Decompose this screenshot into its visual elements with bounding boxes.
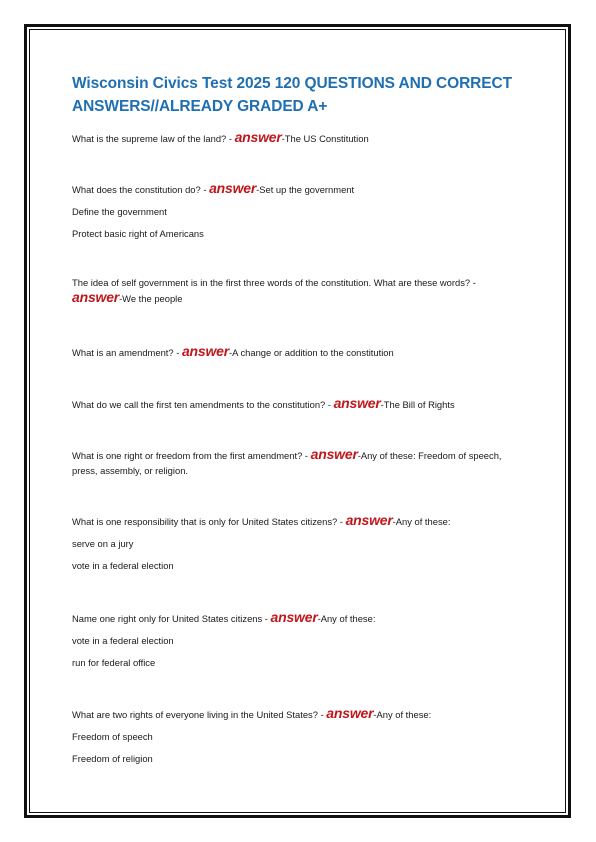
- qa-item-7: [72, 513, 517, 573]
- qa-item-2: [72, 181, 517, 241]
- question-label: What is one right or freedom from the first amendment? -: [72, 450, 311, 461]
- answer-extra-line: vote in a federal election: [72, 560, 174, 571]
- answer-text: -We the people: [119, 293, 183, 304]
- answer-extra-line: serve on a jury: [72, 538, 134, 549]
- answer-label: answer: [72, 289, 120, 305]
- answer-text: -Set up the government: [256, 184, 355, 195]
- answer-extra-line: Define the government: [72, 206, 167, 217]
- answer-text: -Any of these:: [373, 709, 432, 720]
- qa-item-5: [72, 396, 517, 412]
- answer-text: -Any of these: Freedom of speech, press, assembly, or religion.: [72, 450, 502, 476]
- qa-item-6: [72, 447, 517, 478]
- document-body: [72, 72, 517, 764]
- question-text: [72, 706, 517, 722]
- answer-label: answer: [326, 705, 374, 721]
- question-label: What does the constitution do? -: [72, 184, 210, 195]
- answer-label: answer: [333, 395, 381, 411]
- qa-item-4: [72, 344, 517, 360]
- question-text: [72, 344, 517, 360]
- answer-text: -Any of these:: [392, 516, 451, 527]
- answer-text: -The US Constitution: [281, 133, 369, 144]
- answer-text: -The Bill of Rights: [380, 399, 455, 410]
- question-text: [72, 130, 517, 146]
- answer-label: answer: [345, 512, 393, 528]
- qa-item-8: [72, 610, 517, 670]
- question-text: [72, 181, 517, 197]
- question-label: Name one right only for United States citizens -: [72, 613, 271, 624]
- answer-label: answer: [181, 343, 230, 359]
- question-label: What is an amendment? -: [72, 347, 182, 358]
- answer-label: answer: [234, 129, 282, 145]
- question-text: [72, 447, 517, 478]
- answer-extra-line: Freedom of speech: [72, 731, 153, 742]
- answer-text: -Any of these:: [317, 613, 376, 624]
- answer-extra-line: Protect basic right of Americans: [72, 228, 204, 239]
- qa-item-3: [72, 275, 517, 306]
- answer-text: -A change or addition to the constitution: [229, 347, 394, 358]
- answer-label: answer: [209, 180, 257, 196]
- question-text: [72, 275, 517, 306]
- question-text: [72, 610, 517, 626]
- page-border-inner: [29, 29, 566, 813]
- answer-extra-line: run for federal office: [72, 657, 156, 668]
- question-text: [72, 396, 517, 412]
- question-label: What is the supreme law of the land? -: [72, 133, 235, 144]
- qa-item-9: [72, 706, 517, 766]
- answer-extra-line: vote in a federal election: [72, 635, 174, 646]
- answer-label: answer: [270, 609, 318, 625]
- question-label: What is one responsibility that is only for United States citizens? -: [72, 516, 346, 527]
- question-label: What do we call the first ten amendments to the constitution? -: [72, 399, 334, 410]
- answer-label: answer: [310, 446, 358, 462]
- qa-item-1: [72, 130, 517, 146]
- question-label: The idea of self government is in the first three words of the constitution. What are these words? -: [72, 277, 476, 288]
- answer-extra-line: Freedom of religion: [72, 753, 153, 764]
- document-title: Wisconsin Civics Test 2025 120 QUESTIONS AND CORRECT ANSWERS//ALREADY GRADED A+: [72, 75, 512, 115]
- question-label: What are two rights of everyone living in the United States? -: [72, 709, 327, 720]
- question-text: [72, 513, 517, 529]
